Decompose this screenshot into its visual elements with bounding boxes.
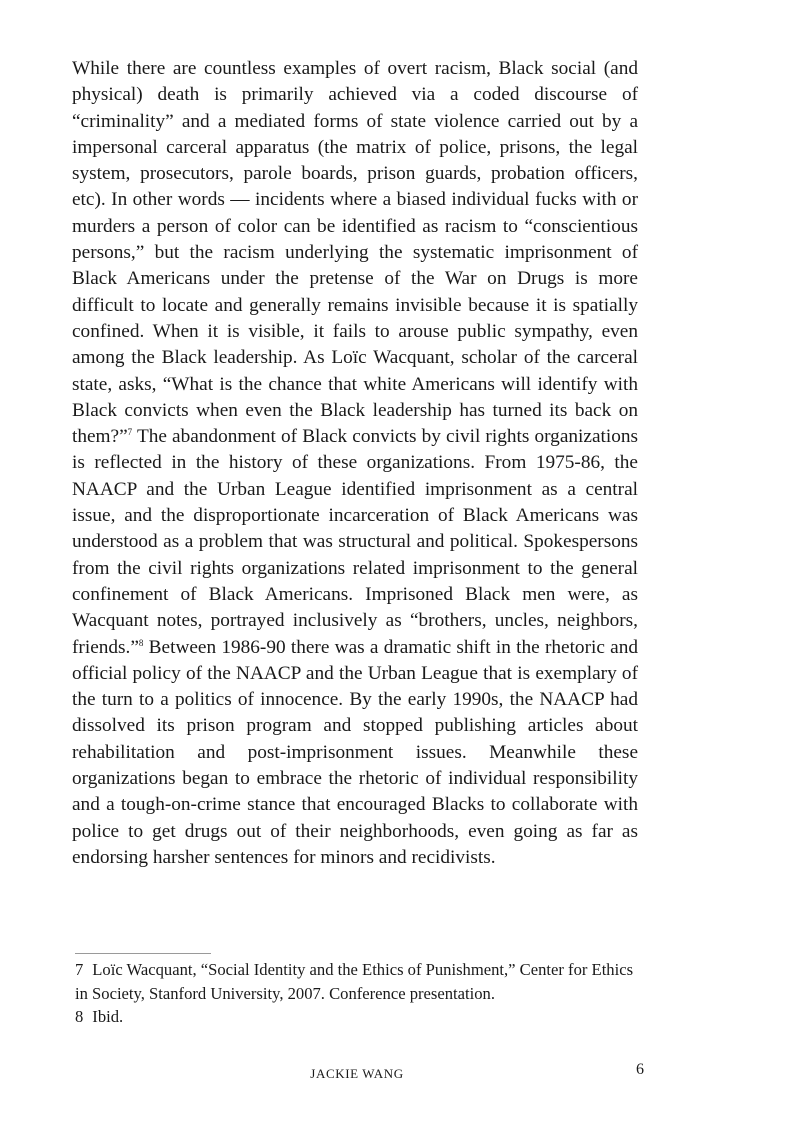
running-head-author: JACKIE WANG <box>310 1066 404 1081</box>
footnote-number: 7 <box>75 960 84 979</box>
paragraph-segment-2: The abandonment of Black convicts by civil rights organizations is reflected in the history of these organizations. From 1975-86, the NAACP and the Urban League identified imprisonment as a central issue, and the disproportionate incarceration of Black Americans was understood as a problem that was structural and political. Spokespersons from the civil rights organizations related imprisonment to the general confinement of Black Americans. Imprisoned Black men were, as Wacquant notes, portrayed inclusively as “brothers, uncles, neighbors, friends.” <box>72 426 638 658</box>
page-number: 6 <box>636 1061 644 1078</box>
footnote-8 <box>75 1005 641 1029</box>
footnote-reference-8[interactable]: 8 <box>138 637 144 648</box>
footnote-text: Loïc Wacquant, “Social Identity and the Ethics of Punishment,” Center for Ethics in Society, Stanford University, 2007. Conference presentation. <box>75 960 634 1003</box>
footnotes-section <box>75 958 641 1029</box>
footnote-7 <box>75 958 641 1005</box>
paragraph-segment-3: Between 1986-90 there was a dramatic shift in the rhetoric and official policy of the NAACP and the Urban League that is exemplary of the turn to a politics of innocence. By the early 1990s, the NAACP had dissolved its prison program and stopped publishing articles about rehabilitation and post-imprisonment issues. Meanwhile these organizations began to embrace the rhetoric of individual responsibility and a tough-on-crime stance that encouraged Blacks to collaborate with police to get drugs out of their neighborhoods, even going as far as endorsing harsher sentences for minors and recidivists. <box>72 636 638 868</box>
body-paragraph <box>72 56 638 871</box>
footnote-number: 8 <box>75 1007 84 1026</box>
footnote-reference-7[interactable]: 7 <box>127 427 133 438</box>
paragraph-segment-1: While there are countless examples of overt racism, Black social (and physical) death is primarily achieved via a coded discourse of “criminality” and a mediated forms of state violence carried out by a impersonal carceral apparatus (the matrix of police, prisons, the legal system, prosecutors, parole boards, prison guards, probation officers, etc). In other words — incidents where a biased individual fucks with or murders a person of color can be identified as racism to “conscientious persons,” but the racism underlying the systematic imprisonment of Black Americans under the pretense of the War on Drugs is more difficult to locate and generally remains invisible because it is spatially confined. When it is visible, it fails to arouse public sympathy, even among the Black leadership. As Loïc Wacquant, scholar of the carceral state, asks, “What is the chance that white Americans will identify with Black convicts when even the Black leadership has turned its back on them?” <box>72 58 638 448</box>
footnote-text: Ibid. <box>92 1007 124 1026</box>
footnote-divider <box>75 953 211 954</box>
